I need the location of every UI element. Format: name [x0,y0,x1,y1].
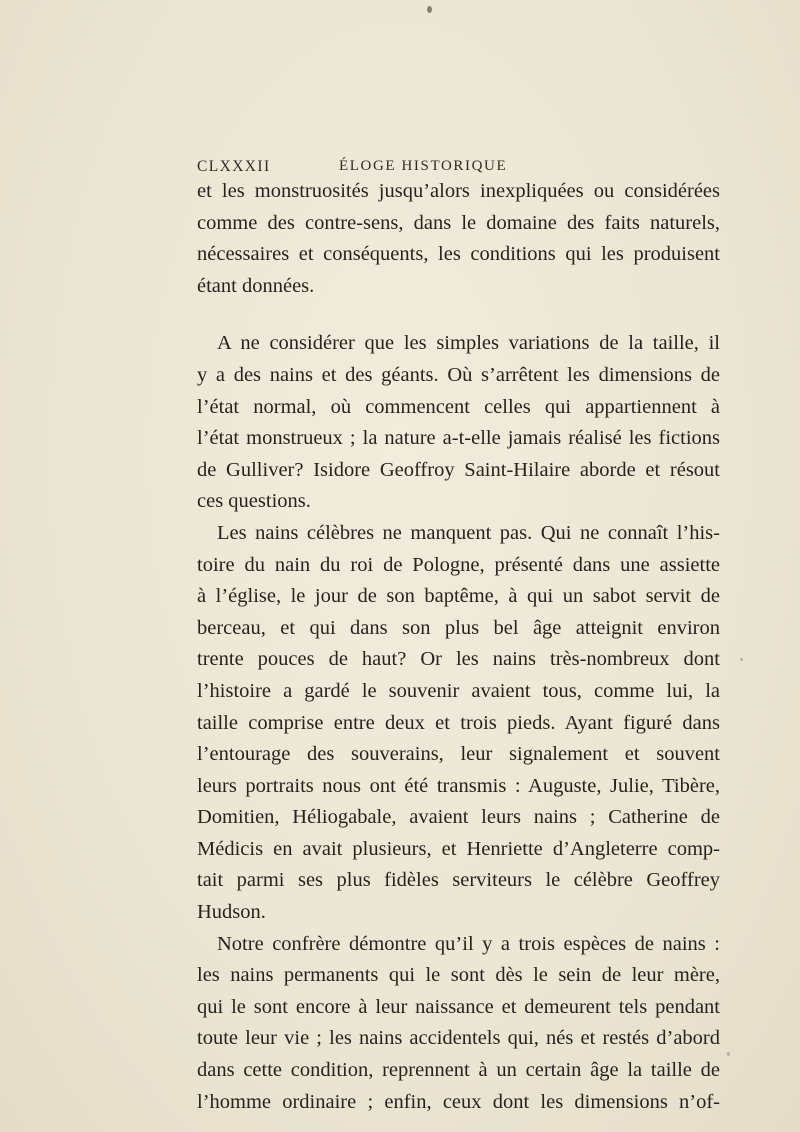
paragraph [197,328,720,518]
text-line: Domitien, Héliogabale, avaient leurs nains ; Catherine de [197,806,720,829]
running-title: ÉLOGE HISTORIQUE [339,158,508,174]
text-line: l’histoire a gardé le souvenir avaient tous, comme lui, la [197,679,720,702]
text-line: trente pouces de haut? Or les nains très-nombreux dont [197,648,720,671]
text-line: dans cette condition, reprennent à un certain âge la taille de [197,1059,720,1082]
text-line: de Gulliver? Isidore Geoffroy Saint-Hilaire aborde et résout [197,458,720,481]
text-line: leurs portraits nous ont été transmis : Auguste, Julie, Tibère, [197,774,720,797]
text-line: l’état monstrueux ; la nature a-t-elle jamais réalisé les fictions [197,427,720,450]
text-line: l’entourage des souverains, leur signalement et souvent [197,743,720,766]
page-number: CLXXXII [197,158,271,175]
body-text [197,176,720,1118]
text-line: et les monstruosités jusqu’alors inexpliquées ou considérées [197,180,720,202]
text-line: y a des nains et des géants. Où s’arrêtent les dimensions de [197,363,720,386]
text-line: qui le sont encore à leur naissance et demeurent tels pendant [197,995,720,1018]
paragraph [197,176,720,302]
text-line: toute leur vie ; les nains accidentels qui, nés et restés d’abord [197,1027,720,1050]
text-line: étant données. [197,274,315,297]
text-line: à l’église, le jour de son baptême, à qui un sabot servit de [197,585,720,608]
text-line: Notre confrère démontre qu’il y a trois espèces de nains : [217,932,720,955]
text-line: toire du nain du roi de Pologne, présenté dans une assiette [197,553,720,576]
text-line: l’état normal, où commencent celles qui appartiennent à [197,395,720,418]
paragraph-gap [197,302,720,328]
paper-speck [427,6,432,13]
text-line: ces questions. [197,490,311,513]
text-line: Médicis en avait plusieurs, et Henriette d’Angleterre comp- [197,837,720,860]
paper-speck [740,658,743,661]
paragraph [197,518,720,929]
text-line: tait parmi ses plus fidèles serviteurs le célèbre Geoffrey [197,869,720,892]
text-line: berceau, et qui dans son plus bel âge atteignit environ [197,616,720,639]
text-line: taille comprise entre deux et trois pieds. Ayant figuré dans [197,711,720,734]
paper-speck [727,1052,730,1056]
text-line: A ne considérer que les simples variations de la taille, il [217,332,720,355]
text-line: les nains permanents qui le sont dès le sein de leur mère, [197,964,720,987]
text-line: Hudson. [197,901,266,924]
text-line: nécessaires et conséquents, les conditions qui les produisent [197,243,720,266]
text-line: comme des contre-sens, dans le domaine des faits naturels, [197,211,720,234]
text-line: Les nains célèbres ne manquent pas. Qui ne connaît l’his- [217,521,720,544]
text-line: l’homme ordinaire ; enfin, ceux dont les dimensions n’of- [197,1090,720,1113]
paragraph [197,929,720,1119]
